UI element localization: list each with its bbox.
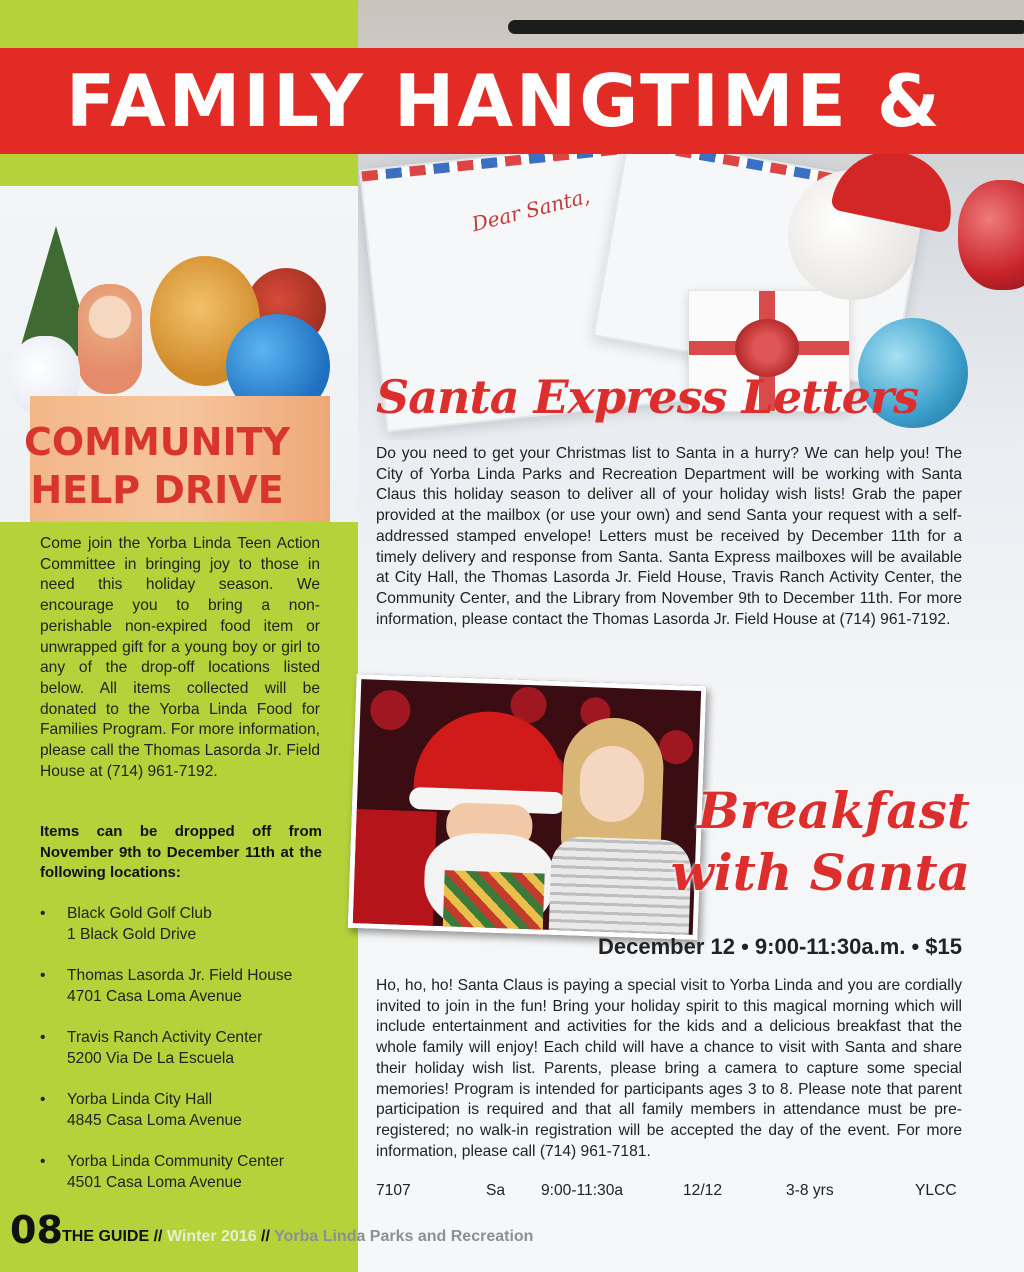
location-name: • Yorba Linda City Hall bbox=[67, 1091, 213, 1108]
footer-org: Yorba Linda Parks and Recreation bbox=[274, 1228, 534, 1245]
santa-express-title: Santa Express Letters bbox=[376, 370, 919, 424]
community-drive-body: Come join the Yorba Linda Teen Action Committee in bringing joy to those in need this holiday season. We encourage you to bring a non-perishable non-expired food item or unwrapped gift for a young boy or girl to any of the drop-off locations listed below. All items collected will be donated to the Yorba Linda Food for Families Program. For more information, please call the Thomas Lasorda Jr. Field House at (714) 961-7192. bbox=[40, 535, 320, 780]
santa-express-body: Do you need to get your Christmas list to Santa in a hurry? We can help you! The City of Yorba Linda Parks and Recreation Department will be working with Santa Claus this holiday season to deliver all of your holiday wish lists! Grab the paper provided at the mailbox (or use your own) and send Santa your request with a self-addressed stamped envelope! Letters must be received by December 11th for a timely delivery and response from Santa. Santa Express mailboxes will be available at City Hall, the Thomas Lasorda Jr. Field House, Travis Ranch Activity Center, the Community Center, and the Library from November 9th to December 11th. For more information, please contact the Thomas Lasorda Jr. Field House at (714) 961-7192. bbox=[376, 445, 962, 628]
breakfast-body: Ho, ho, ho! Santa Claus is paying a special visit to Yorba Linda and you are cordially invited to join in the fun! Bring your holiday spirit to this magical morning which will include entertainment and activities for the kids and a delicious breakfast that the whole family will enjoy! Each child will have a chance to visit with Santa and share their holiday wish list. Parents, please bring a camera to capture some special memories! Program is intended for participants ages 3 to 8. Please note that parent participation is required and that all family members in attendance must be pre-registered; no walk-in registration will be accepted the day of the event. For more information, please call (714) 961-7181. bbox=[376, 977, 962, 1160]
location-address: 5200 Via De La Escuela bbox=[67, 1049, 235, 1067]
class-day: Sa bbox=[486, 1182, 506, 1199]
breakfast-with-santa-photo bbox=[348, 674, 707, 940]
footer-guide: THE GUIDE bbox=[62, 1228, 150, 1245]
event-date-line: December 12 • 9:00-11:30a.m. • $15 bbox=[598, 934, 962, 959]
pen-image bbox=[508, 20, 1024, 34]
drop-off-note: Items can be dropped off from November 9th to December 11th at the following locations: bbox=[40, 823, 322, 882]
class-time: 9:00-11:30a bbox=[541, 1182, 624, 1199]
community-drive-title-line2: HELP DRIVE bbox=[30, 468, 284, 512]
footer-credits bbox=[62, 1228, 533, 1246]
location-address: 4501 Casa Loma Avenue bbox=[67, 1173, 242, 1191]
breakfast-title-line2: with Santa bbox=[670, 843, 970, 902]
location-name: • Black Gold Golf Club bbox=[67, 905, 212, 922]
breakfast-title-line1: Breakfast bbox=[697, 781, 970, 840]
class-info-row bbox=[376, 1182, 962, 1204]
footer-season: Winter 2016 bbox=[166, 1228, 257, 1245]
location-name: • Travis Ranch Activity Center bbox=[67, 1029, 263, 1046]
doll-image bbox=[78, 284, 142, 394]
community-drive-photo bbox=[0, 186, 358, 522]
community-drive-title-line1: COMMUNITY bbox=[23, 420, 291, 464]
banner-title: FAMILY HANGTIME & bbox=[66, 59, 943, 143]
breakfast-title bbox=[660, 780, 970, 904]
list-item bbox=[40, 1090, 340, 1131]
class-date: 12/12 bbox=[683, 1182, 723, 1199]
footer-separator: // bbox=[153, 1228, 163, 1245]
bow-icon bbox=[735, 319, 799, 377]
list-item bbox=[40, 904, 340, 945]
community-drive-title bbox=[22, 418, 292, 514]
page-number: 08 bbox=[10, 1208, 63, 1252]
location-name: • Thomas Lasorda Jr. Field House bbox=[67, 967, 293, 984]
footer-separator: // bbox=[261, 1228, 270, 1245]
location-address: 4845 Casa Loma Avenue bbox=[67, 1111, 242, 1129]
location-address: 1 Black Gold Drive bbox=[67, 925, 197, 943]
location-list bbox=[40, 904, 340, 1214]
class-location: YLCC bbox=[915, 1182, 957, 1199]
dear-santa-handwriting: Dear Santa, bbox=[469, 183, 593, 237]
class-code: 7107 bbox=[376, 1182, 411, 1199]
red-ornament bbox=[958, 180, 1024, 290]
location-name: • Yorba Linda Community Center bbox=[67, 1153, 284, 1170]
list-item bbox=[40, 966, 340, 1007]
header-banner bbox=[0, 48, 1024, 154]
list-item bbox=[40, 1152, 340, 1193]
class-ages: 3-8 yrs bbox=[786, 1182, 834, 1199]
list-item bbox=[40, 1028, 340, 1069]
location-address: 4701 Casa Loma Avenue bbox=[67, 987, 242, 1005]
